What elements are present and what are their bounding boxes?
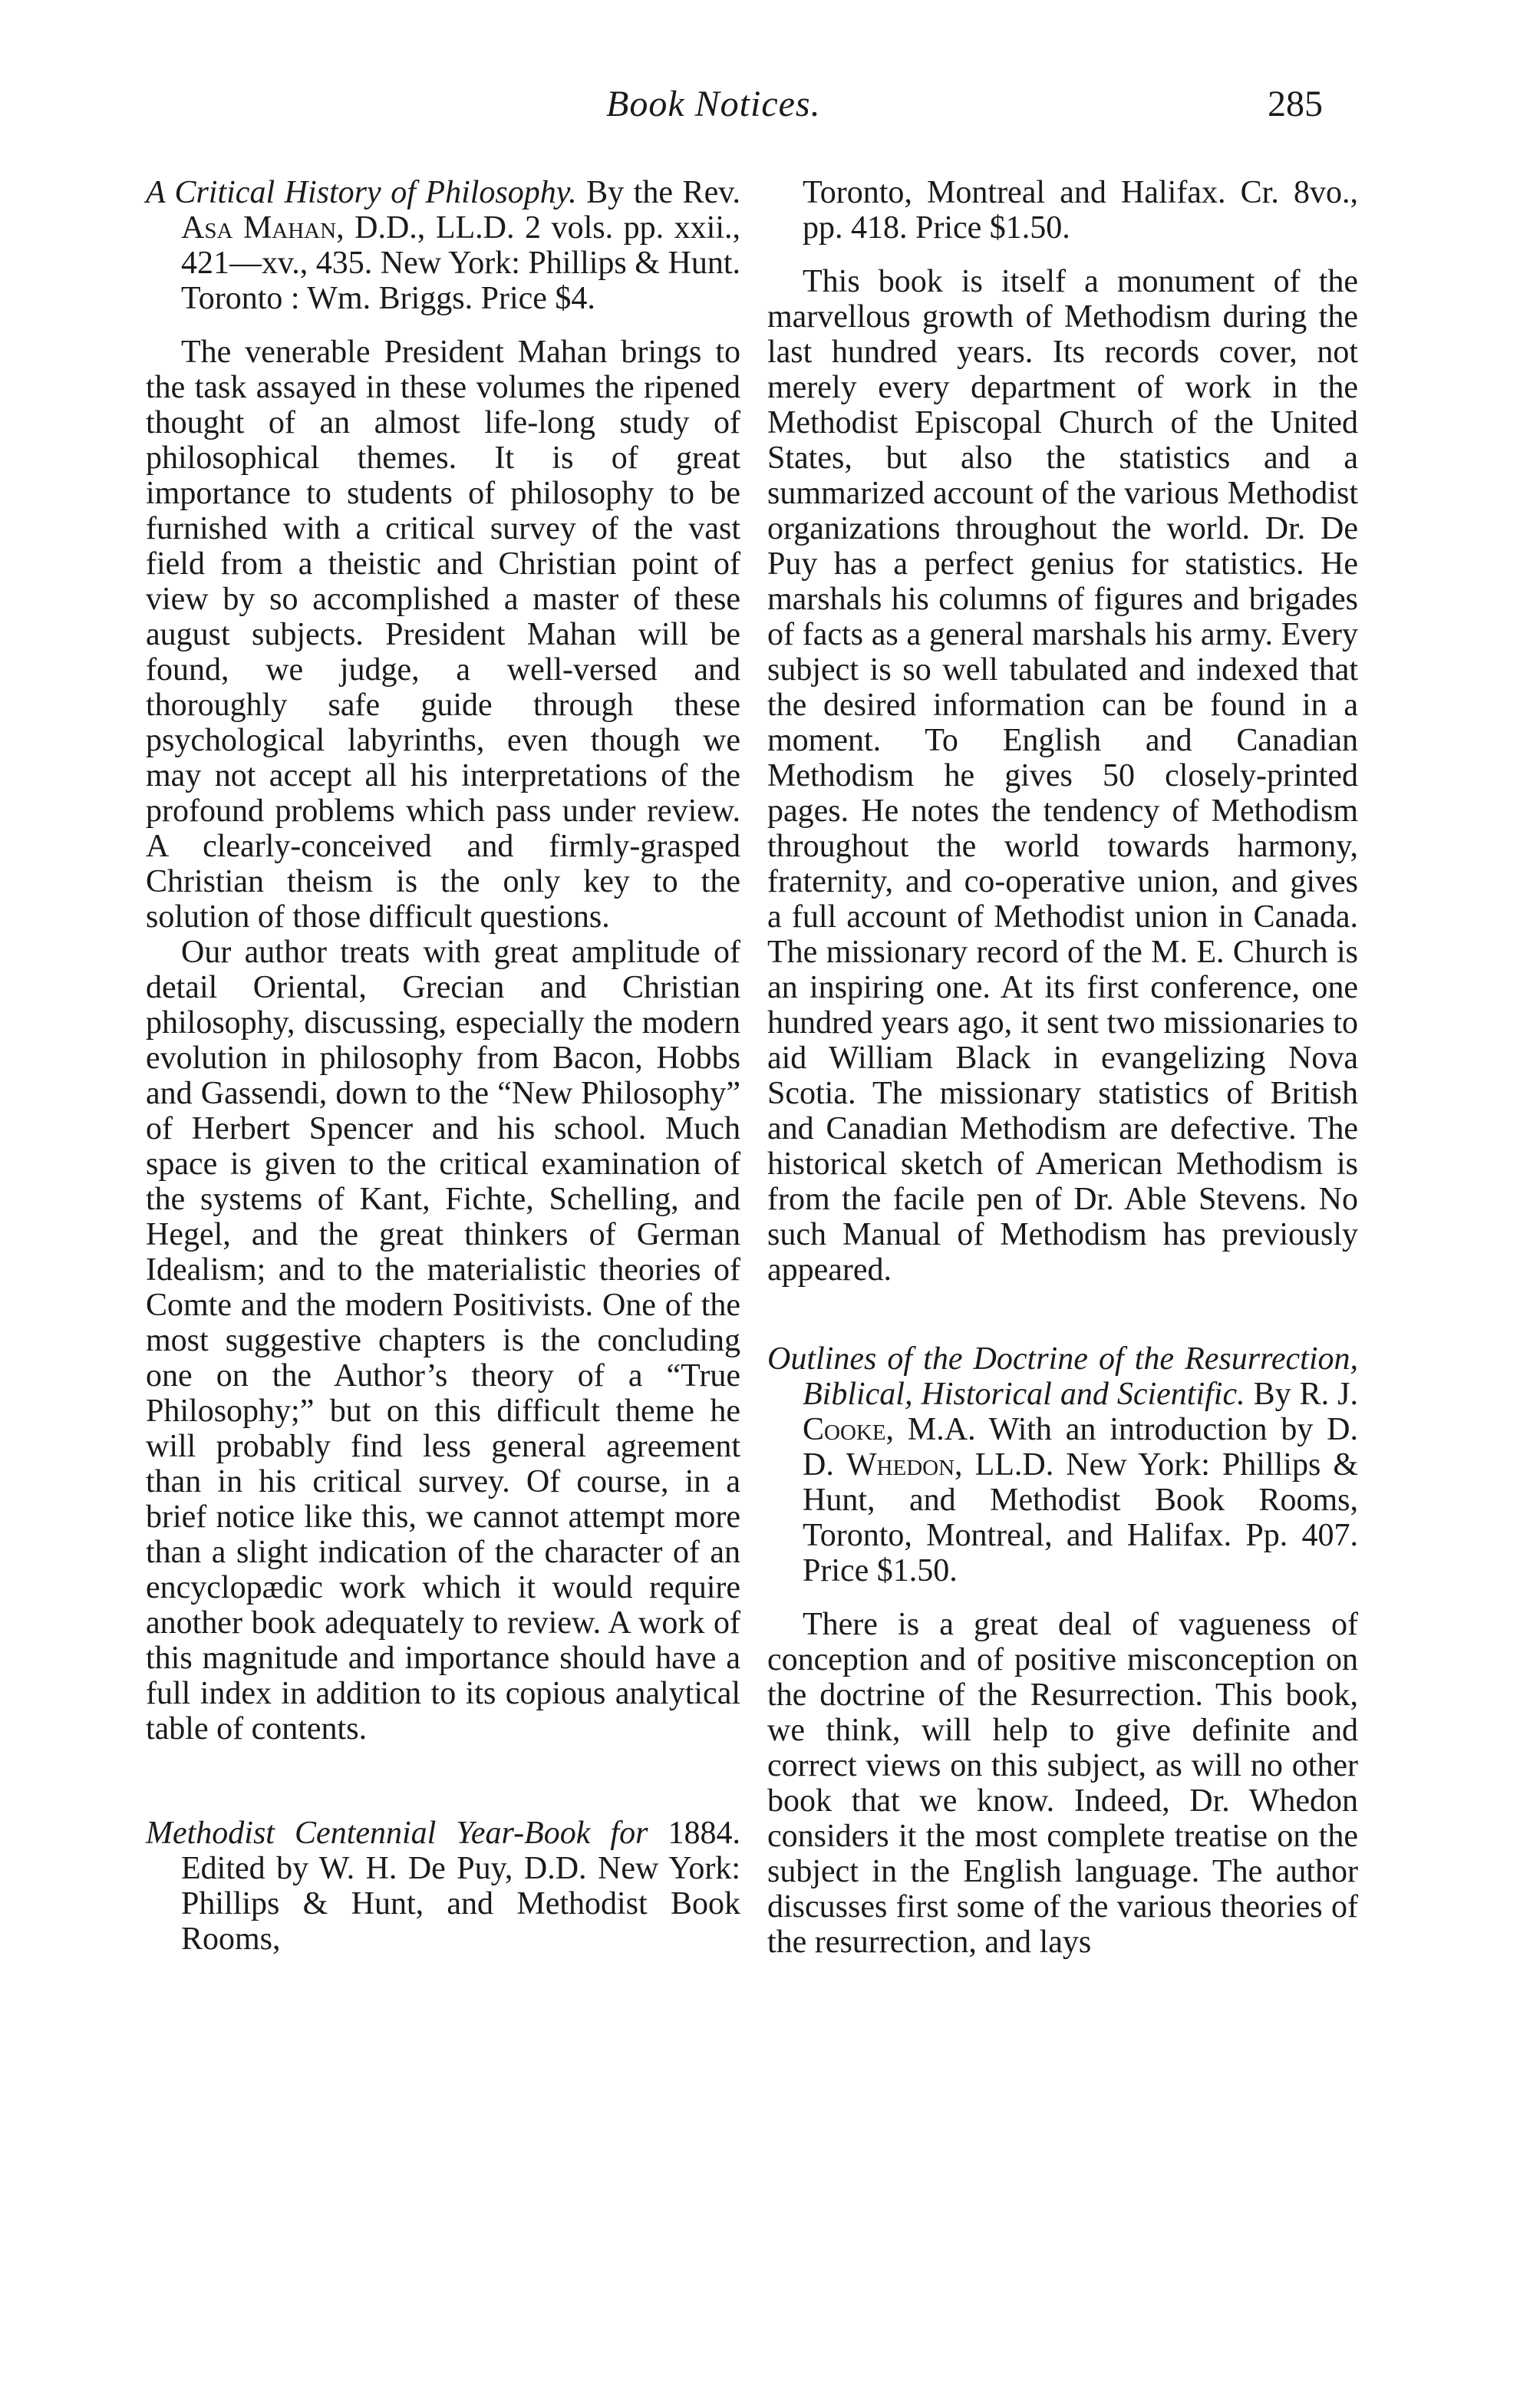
- book-notice-header-resurrection: [767, 1341, 1358, 1588]
- book-title: A Critical History of Philosophy.: [146, 175, 577, 210]
- book-title: Outlines of the Doctrine of the Resurrection, Biblical, Historical and Scientific.: [767, 1341, 1358, 1412]
- publication-details: 1884. Edited by W. H. De Puy, D.D. New York: Phillips & Hunt, and Methodist Book Rooms,: [181, 1816, 741, 1957]
- review-paragraph: This book is itself a monument of the marvellous growth of Methodism during the last hundred years. Its records cover, not merely every department of work in the Methodist Episcopal Church of the United States, but also the statistics and a summarized account of the various Methodist organizations throughout the world. Dr. De Puy has a perfect genius for statistics. He marshals his columns of figures and brigades of facts as a general marshals his army. Every subject is so well tabulated and indexed that the desired information can be found in a moment. To English and Canadian Methodism he gives 50 closely-printed pages. He notes the tendency of Methodism throughout the world towards harmony, fraternity, and co-operative union, and gives a full account of Methodist union in Canada. The missionary record of the M. E. Church is an inspiring one. At its first conference, one hundred years ago, it sent two missionaries to aid William Black in evangelizing Nova Scotia. The missionary statistics of British and Canadian Methodism are defective. The historical sketch of American Methodism is from the facile pen of Dr. Able Stevens. No such Manual of Methodism has previously appeared.: [767, 264, 1358, 1288]
- author-name: Whedon,: [846, 1447, 963, 1483]
- author-name: Asa Mahan,: [181, 210, 345, 246]
- publication-details: M.A. With an introduction by D. D.: [803, 1412, 1358, 1483]
- byline-prefix: By: [1253, 1377, 1291, 1412]
- left-column: [146, 175, 740, 1957]
- book-notice-header-year-book: [146, 1816, 740, 1957]
- book-notice-header-critical-history: [146, 175, 740, 316]
- book-notice-header-continued: [767, 175, 1358, 246]
- author-name: R. J. Cooke,: [803, 1377, 1359, 1447]
- right-column: [767, 175, 1358, 1960]
- running-title: Book Notices.: [606, 84, 821, 124]
- review-paragraph: There is a great deal of vagueness of conception and of positive misconception on the doctrine of the Resurrection. This book, we think, will help to give definite and correct views on this subject, as will no other book that we know. Indeed, Dr. Whedon considers it the most complete treatise on the subject in the English language. The author discusses first some of the various theories of the resurrection, and lays: [767, 1607, 1358, 1960]
- running-head: [0, 83, 1520, 129]
- publication-details: LL.D. New York: Phillips & Hunt, and Methodist Book Rooms, Toronto, Montreal, and Halifax. Pp. 407. Price $1.50.: [803, 1447, 1359, 1588]
- publication-details: D.D., LL.D. 2 vols. pp. xxii., 421—xv., 435. New York: Phillips & Hunt. Toronto : Wm. Briggs. Price $4.: [181, 210, 741, 316]
- book-title: Methodist Centennial Year-Book for: [146, 1816, 648, 1851]
- publication-details: Toronto, Montreal and Halifax. Cr. 8vo., pp. 418. Price $1.50.: [803, 175, 1358, 246]
- byline-prefix: By the Rev.: [586, 175, 740, 210]
- page-number: 285: [1268, 84, 1323, 124]
- review-paragraph: Our author treats with great amplitude of detail Oriental, Grecian and Christian philosophy, discussing, especially the modern evolution in philosophy from Bacon, Hobbs and Gassendi, down to the “New Philosophy” of Herbert Spencer and his school. Much space is given to the critical examination of the systems of Kant, Fichte, Schelling, and Hegel, and the great thinkers of German Idealism; and to the materialistic theories of Comte and the modern Positivists. One of the most suggestive chapters is the concluding one on the Author’s theory of a “True Philosophy;” but on this difficult theme he will probably find less general agreement than in his critical survey. Of course, in a brief notice like this, we cannot attempt more than a slight indication of the character of an encyclopædic work which it would require another book adequately to review. A work of this magnitude and importance should have a full index in addition to its copious analytical table of contents.: [146, 935, 740, 1747]
- review-paragraph: The venerable President Mahan brings to the task assayed in these volumes the ripened thought of an almost life-long study of philosophical themes. It is of great importance to students of philosophy to be furnished with a critical survey of the vast field from a theistic and Christian point of view by so accomplished a master of these august subjects. President Mahan will be found, we judge, a well-versed and thoroughly safe guide through these psychological labyrinths, even though we may not accept all his interpretations of the profound problems which pass under review. A clearly-conceived and firmly-grasped Christian theism is the only key to the solution of those difficult questions.: [146, 335, 740, 935]
